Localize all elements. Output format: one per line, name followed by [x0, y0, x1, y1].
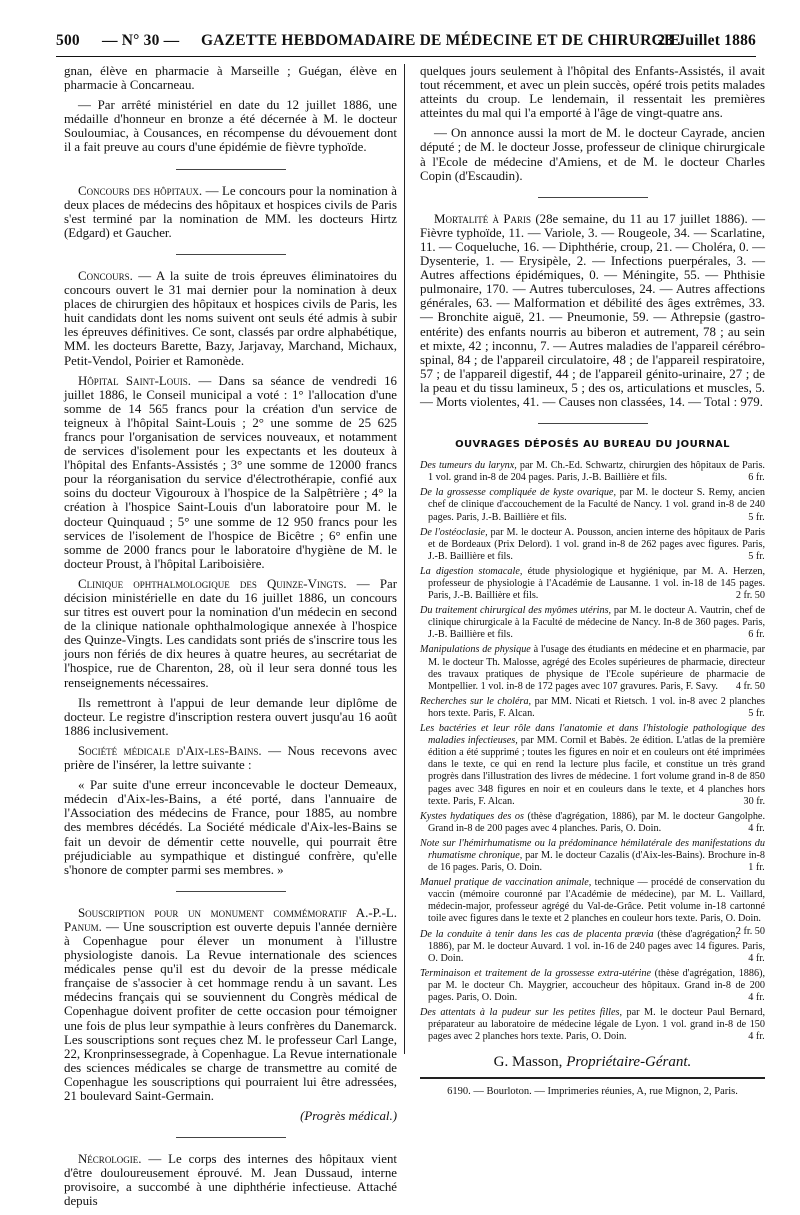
article-body: — Le corps des internes des hôpitaux vient d'être douloureusement éprouvé. M. Jean Dussaud, interne provisoire, a succombé à une diphthérie infectieuse. Attaché depuis: [64, 1152, 397, 1209]
article-clinique: [64, 577, 397, 690]
column-divider: [404, 64, 405, 1054]
book-details: par M. le docteur Cazalis (d'Aix-les-Bains). Brochure in-8 de 16 pages. Paris, O. Doin.: [428, 849, 765, 874]
article-heading: Hôpital Saint-Louis.: [78, 373, 191, 388]
book-price: 2 fr. 50: [735, 590, 765, 602]
book-details: (thèse d'agrégation, 1886), par M. le docteur Gangolphe. Grand in-8 de 200 pages avec 4 planches. Paris, O. Doin.: [428, 810, 766, 834]
book-title: De la conduite à tenir dans les cas de placenta prævia: [420, 928, 654, 940]
book-title: Note sur l'hémirhumatisme ou la prédominance hémilatérale des manifestations du rhumatisme chronique,: [420, 837, 765, 861]
bibliography-entry: [420, 566, 765, 602]
book-price: 1 fr.: [748, 862, 765, 874]
book-price: 6 fr.: [748, 629, 765, 641]
bibliography-title: OUVRAGES DÉPOSÉS AU BUREAU DU JOURNAL: [455, 439, 730, 451]
signature: [420, 1055, 765, 1079]
book-title: Manipulations de physique: [420, 644, 531, 656]
paragraph: quelques jours seulement à l'hôpital des Enfants-Assistés, il avait tout récemment, et avec un plein succès, opéré trois petits malades atteints du croup. Le lendemain, il ressentait les premières atteintes du mal qui l'a emporté à l'âge de vingt-quatre ans.: [420, 64, 765, 121]
book-title: Kystes hydatiques des os: [420, 810, 524, 822]
book-price: 4 fr.: [748, 822, 765, 834]
book-price: 4 fr. 50: [735, 680, 765, 692]
article-heading: Concours.: [78, 268, 133, 283]
printer-imprint: 6190. — Bourloton. — Imprimeries réunies, A, rue Mignon, 2, Paris.: [447, 1086, 738, 1098]
book-title: De la grossesse compliquée de kyste ovarique,: [420, 487, 616, 499]
bibliography-entry: [420, 696, 765, 720]
separator: [538, 423, 648, 424]
left-column: [64, 64, 397, 1215]
paragraph: gnan, élève en pharmacie à Marseille ; Guégan, élève en pharmacie à Concarneau.: [64, 64, 397, 93]
bibliography-entry: [420, 605, 765, 641]
separator: [176, 891, 286, 892]
book-price: 5 fr.: [748, 511, 765, 523]
article-body: — Le concours pour la nomination à deux places de médecins des hôpitaux et hospices civils de Paris s'est terminé par la nomination de MM. les docteurs Hirtz (Edgard) et Gaucher.: [64, 183, 397, 240]
publisher-name: G. Masson,: [493, 1054, 563, 1071]
book-title: Manuel pratique de vaccination animale,: [420, 877, 592, 889]
article-body: (28e semaine, du 11 au 17 juillet 1886). — Fièvre typhoïde, 11. — Variole, 3. — Rougeole, 34. — Scarlatine, 11. — Coqueluche, 16. — Diphthérie, croup, 21. — Choléra, 0. — Dysenterie, 1. — Erysipèle, 2. — Infections puerpérales, 3. — Autres affections épidémiques, 0. — Méningite, 55. — Phthisie pulmonaire, 170. — Autres tuberculoses, 24. — Autres affections générales, 63. — Malformation et débilité des âges extrêmes, 33. — Bronchite aiguë, 21. — Pneumonie, 59. — Athrepsie (gastro-entérite) des enfants nourris au biberon et autrement, 78 ; au sein et mixte, 42 ; inconnu, 7. — Autres maladies de l'appareil cérébro-spinal, 84 ; de l'appareil circulatoire, 48 ; de l'appareil respiratoire, 57 ; de l'appareil digestif, 44 ; de l'appareil génito-urinaire, 27 ; de la peau et du tissu lamineux, 5 ; des os, articulations et muscles, 5. — Morts violentes, 41. — Causes non classées, 14. — Total : 979.: [420, 211, 765, 409]
bibliography-entry: [420, 838, 765, 874]
journal-title: GAZETTE HEBDOMADAIRE DE MÉDECINE ET DE CHIRURGIE: [201, 32, 681, 49]
page-number: 500: [56, 32, 80, 49]
issue-date: 23 Juillet 1886: [657, 32, 756, 49]
book-details: à l'usage des étudiants en médecine et en pharmacie, par M. le docteur Th. Malosse, agrégé des Ecoles supérieures de pharmacie, directeur des travaux pratiques de physique de l'Ecole supérieure de pharmacie de Montpellier. 1 vol. in-8 de 172 pages avec 107 gravures. Paris, F. Savy.: [428, 644, 765, 692]
issue-number: — N° 30 —: [102, 32, 180, 49]
book-price: 4 fr.: [748, 992, 765, 1003]
article-mortalite: [420, 212, 765, 409]
article-heading: Clinique ophthalmologique des Quinze-Vingts.: [78, 576, 347, 591]
article-heading: Souscription pour un monument commémoratif A.-P.-L. Panum.: [64, 905, 397, 934]
book-price: 5 fr.: [748, 550, 765, 562]
book-title: Des attentats à la pudeur sur les petites filles,: [420, 1007, 623, 1019]
book-details: technique — procédé de conservation du vaccin (mémoire couronné par l'Académie de médecine), par M. L. Vaillard, médecin-major, professeur agrégé du Val-de-Grâce. Petit volume in-18 cartonné toile avec figures dans le texte et 2 planches en couleur hors texte. Paris, O. Doin.: [428, 877, 765, 925]
article-heading: Nécrologie.: [78, 1152, 142, 1167]
right-column: [420, 64, 765, 1100]
book-price: 6 fr.: [748, 472, 765, 484]
bibliography-entry: [420, 1007, 765, 1043]
book-details: (thèse d'agrégation, 1886), par M. le docteur Ch. Maygrier, accoucheur des hôpitaux. Grand in-8 de 200 pages. Paris, O. Doin.: [428, 967, 766, 1003]
book-details: par MM. Nicati et Rietsch. 1 vol. in-8 avec 2 planches hors texte. Paris, F. Alcan.: [428, 695, 765, 719]
bibliography-entry: [420, 644, 765, 692]
article-body: — Une souscription est ouverte depuis l'année dernière à Copenhague pour élever un monument à l'illustre physiologiste danois. La Revue internationale des sciences médicales pense qu'il est du devoir de la presse médicale française de s'associer à cet hommage rendu à un savant. Les médecins français qui se souviennent du Congrès médical de Copenhague doivent profiter de cette occasion pour témoigner une fois de plus leur sympathie à leurs confrères du Danemarck. Les souscriptions sont reçues chez M. le professeur Carl Lange, 22, Kronprinsessegrade, à Copenhague. La Revue internationale des sciences médicales se charge de transmettre au comité de Copenhague les souscriptions qui pourraient lui être adressées, 21 boulevard Saint-Germain.: [64, 919, 397, 1103]
article-heading: Société médicale d'Aix-les-Bains.: [78, 743, 262, 758]
bibliography-entry: [420, 527, 765, 563]
book-details: par M. le docteur S. Remy, ancien chef de clinique d'accouchement de la Faculté de Nancy. 1 vol. grand in-8 de 240 pages. Paris, J.-B. Baillière et fils.: [428, 487, 765, 523]
bibliography-entry: [420, 487, 765, 523]
book-title: La digestion stomacale,: [420, 565, 523, 577]
book-title: Recherches sur le choléra,: [420, 695, 532, 707]
article-aix: [64, 744, 397, 772]
article-concours-hopitaux: [64, 184, 397, 240]
book-details: par MM. Cornil et Babès. 2e édition. L'atlas de la première édition a été supprimé ; toutes les figures en noir et en couleurs ont été imprimées dans le texte, ce qui en rend la lecture plus facile, et constitue un très grand progrès dans l'illustration des livres de médecine. 1 fort volume grand in-8 de 850 pages avec 348 figures en noir et en couleurs dans le texte, et 4 planches hors texte. Paris, F. Alcan.: [428, 735, 766, 807]
bibliography-entry: [420, 811, 765, 835]
book-title: Du traitement chirurgical des myômes utérins,: [420, 605, 612, 617]
article-body: — A la suite de trois épreuves éliminatoires du concours ouvert le 31 mai dernier pour la nomination à deux places de chirurgien des hôpitaux et hospices civils de Paris, les huit candidats dont les noms suivent ont seuls été admis à subir les épreuves définitives. Ce sont, classés par ordre alphabétique, MM. les docteurs Barette, Bazy, Jarjavay, Marchand, Michaux, Petit-Vendol, Poirier et Ramonède.: [64, 268, 397, 368]
article-heading: Mortalité à Paris: [434, 211, 532, 226]
book-details: par M. le docteur Paul Bernard, préparateur au laboratoire de médecine légale de Lyon. 1 vol. grand in-8 de 150 pages avec 2 planches hors texte. Paris, O. Doin.: [428, 1007, 765, 1043]
article-saint-louis: [64, 374, 397, 571]
paragraph: — On annonce aussi la mort de M. le docteur Cayrade, ancien député ; de M. le docteur Josse, professeur de clinique chirurgicale à l'Ecole de médecine d'Amiens, et de M. le docteur Charles Copin (d'Escaudin).: [420, 126, 765, 183]
book-price: 5 fr.: [748, 707, 765, 719]
article-body: — Nous recevons avec prière de l'insérer, la lettre suivante :: [64, 743, 398, 773]
book-price: 4 fr.: [748, 1031, 765, 1043]
bibliography-entry: [420, 723, 765, 808]
article-necrologie: [64, 1152, 397, 1208]
paragraph: — Par arrêté ministériel en date du 12 juillet 1886, une médaille d'honneur en bronze a été décernée à M. le docteur Souloumiac, à Cousances, en récompense du dévouement dont il a fait preuve au cours d'une épidémie de fièvre typhoïde.: [64, 98, 397, 155]
article-panum: [64, 906, 397, 1103]
book-details: étude physiologique et hygiénique, par M. A. Herzen, professeur de physiologie à l'Académie de Lausanne. 1 vol. in-18 de 145 pages. Paris, J.-B. Baillière et fils.: [428, 565, 765, 602]
book-details: par M. le docteur A. Pousson, ancien interne des hôpitaux de Paris et de Bordeaux (Prix Delord). 1 vol. grand in-8 de 262 pages avec figures. Paris, J.-B. Baillière et fils.: [428, 526, 766, 562]
book-title: Terminaison et traitement de la grossesse extra-utérine: [420, 967, 651, 979]
article-body: — Dans sa séance de vendredi 16 juillet 1886, le Conseil municipal a voté : 1° l'allocation d'une somme de 14 565 francs pour la création d'un service de teigneux à l'hôpital Saint-Louis ; 2° une somme de 25 625 francs pour l'organisation de services nouveaux, et notamment de services d'isolement pour les expectants et les douteux à l'hôpital des Enfants-Assistés ; 3° une somme de 12000 francs pour la réorganisation du service d'électrothérapie, confié aux soins du docteur Vigouroux à l'hospice de la Salpêtrière ; 4° la création à l'hospice Saint-Louis d'un laboratoire pour M. le docteur Quinquaud ; 5° une somme de 12 950 francs pour les services de l'isolement de l'hospice de Bicêtre ; 6° enfin une somme de 2000 francs pour le laboratoire d'hygiène de M. le docteur Proust, à l'hôpital Lariboisière.: [64, 373, 397, 571]
article-heading: Concours des hôpitaux.: [78, 183, 203, 198]
separator: [538, 197, 648, 198]
source-text: (Progrès médical.): [300, 1109, 397, 1124]
book-title: Des tumeurs du larynx,: [420, 460, 517, 472]
quoted-letter: « Par suite d'une erreur inconcevable le docteur Demeaux, médecin d'Aix-les-Bains, a été porté, dans l'annuaire de l'Association des médecins de France, pour 1885, au nombre des membres décédés. La Société médicale d'Aix-les-Bains se fait un devoir de démentir cette nouvelle, qui pourrait être préjudiciable au sympathique et distingué confrère, qu'elle s'honore de compter parmi ses membres. »: [64, 778, 397, 877]
source-citation: [64, 1109, 397, 1123]
book-price: 4 fr.: [748, 952, 765, 964]
book-details: par M. Ch.-Ed. Schwartz, chirurgien des hôpitaux de Paris. 1 vol. grand in-8 de 204 pages. Paris, J.-B. Baillière et fils.: [428, 460, 765, 484]
bibliography-entry: [420, 968, 765, 1004]
book-details: (thèse d'agrégation, 1886), par M. le docteur Auvard. 1 vol. in-16 de 240 pages avec 14 figures. Paris, O. Doin.: [428, 928, 765, 964]
bibliography-entry: [420, 929, 765, 965]
book-price: 30 fr.: [743, 795, 765, 807]
book-price: 2 fr. 50: [735, 925, 765, 937]
page-header: [56, 28, 756, 57]
separator: [176, 1137, 286, 1138]
publisher-role: Propriétaire-Gérant.: [566, 1054, 692, 1071]
separator: [176, 254, 286, 255]
article-concours: [64, 269, 397, 368]
article-body: — Par décision ministérielle en date du 16 juillet 1886, un concours sur titres est ouvert pour la nomination d'un médecin en second de la clinique nationale ophthalmologique annexée à l'hospice des Quinze-Vingts. Les candidats sont priés de s'inscrire tous les jours non fériés de dix heures à quatre heures, au secrétariat de l'hospice, rue de Charenton, 28, où il leur sera donné tous les renseignements nécessaires.: [64, 576, 397, 690]
book-title: De l'ostéoclasie,: [420, 526, 488, 538]
book-title: Les bactéries et leur rôle dans l'anatomie et dans l'histologie pathologique des maladies infectieuses,: [420, 723, 765, 747]
bibliography-entry: [420, 460, 765, 484]
paragraph: Ils remettront à l'appui de leur demande leur diplôme de docteur. Le registre d'inscription restera ouvert jusqu'au 16 août 1886 inclusivement.: [64, 695, 397, 738]
separator: [176, 169, 286, 170]
book-details: par M. le docteur A. Vautrin, chef de clinique chirurgicale à la Faculté de médecine de Nancy. In-8 de 360 pages. Paris, J.-B. Baillière et fils.: [428, 605, 765, 641]
bibliography-list: [420, 460, 765, 1043]
